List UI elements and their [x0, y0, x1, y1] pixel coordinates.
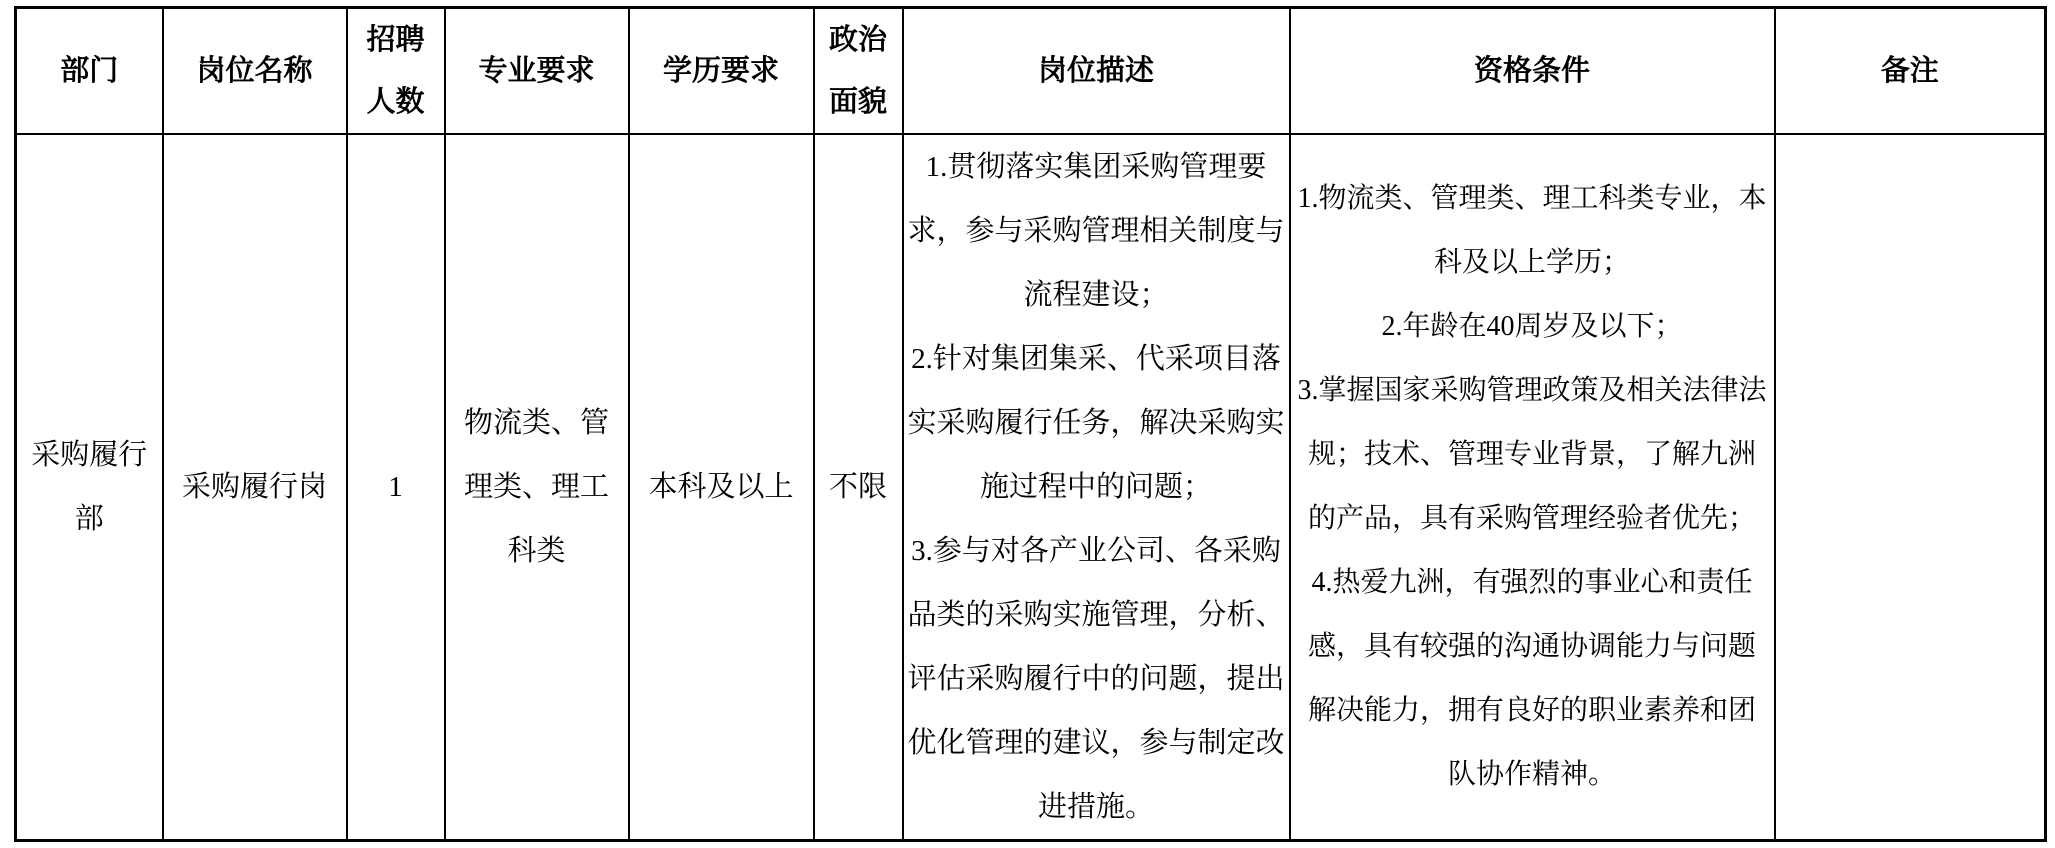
recruitment-table — [14, 6, 2047, 842]
cell-headcount: 1 — [347, 134, 445, 841]
col-header-job-description — [903, 8, 1290, 135]
cell-major: 物流类、管理类、理工科类 — [445, 134, 629, 841]
col-header-major-label: 专业要求 — [478, 55, 595, 87]
qualification-paragraph-4: 4.热爱九洲，有强烈的事业心和责任感，具有较强的沟通协调能力与问题解决能力，拥有良好的职业素养和团队协作精神。 — [1307, 567, 1756, 790]
col-header-education-label: 学历要求 — [662, 55, 779, 87]
cell-department: 采购履行部 — [16, 134, 163, 841]
cell-position: 采购履行岗 — [163, 134, 347, 841]
col-header-major — [445, 8, 629, 135]
col-header-department — [16, 8, 163, 135]
cell-education: 本科及以上 — [629, 134, 814, 841]
col-header-position — [163, 8, 347, 135]
col-header-job-description-label: 岗位描述 — [1037, 55, 1154, 87]
col-header-qualifications-label: 资格条件 — [1473, 55, 1590, 87]
qualification-paragraph-3: 3.掌握国家采购管理政策及相关法律法规；技术、管理专业背景，了解九洲的产品，具有采购管理经验者优先； — [1297, 375, 1767, 534]
col-header-headcount-label-line1: 招聘 — [366, 24, 425, 56]
cell-job-description — [903, 134, 1290, 841]
job-row — [16, 134, 2046, 841]
col-header-qualifications — [1290, 8, 1775, 135]
job-description-paragraph-2: 2.针对集团集采、代采项目落实采购履行任务，解决采购实施过程中的问题； — [907, 343, 1285, 503]
col-header-political-status-label-line2: 面貌 — [828, 86, 887, 118]
cell-political-status: 不限 — [814, 134, 903, 841]
job-description-paragraph-1: 1.贯彻落实集团采购管理要求，参与采购管理相关制度与流程建设； — [907, 151, 1285, 311]
col-header-headcount-label-line2: 人数 — [366, 86, 425, 118]
job-description-paragraph-3: 3.参与对各产业公司、各采购品类的采购实施管理，分析、评估采购履行中的问题，提出优化管理的建议，参与制定改进措施。 — [907, 535, 1285, 823]
col-header-political-status — [814, 8, 903, 135]
cell-qualifications — [1290, 134, 1775, 841]
col-header-headcount — [347, 8, 445, 135]
header-row — [16, 8, 2046, 135]
col-header-political-status-label-line1: 政治 — [828, 24, 887, 56]
col-header-remark — [1775, 8, 2046, 135]
cell-remark — [1775, 134, 2046, 841]
col-header-position-label: 岗位名称 — [196, 55, 313, 87]
qualification-paragraph-2: 2.年龄在40周岁及以下； — [1381, 311, 1683, 342]
col-header-department-label: 部门 — [60, 55, 119, 87]
col-header-education — [629, 8, 814, 135]
qualification-paragraph-1: 1.物流类、管理类、理工科类专业，本科及以上学历； — [1297, 183, 1767, 278]
col-header-remark-label: 备注 — [1880, 55, 1939, 87]
